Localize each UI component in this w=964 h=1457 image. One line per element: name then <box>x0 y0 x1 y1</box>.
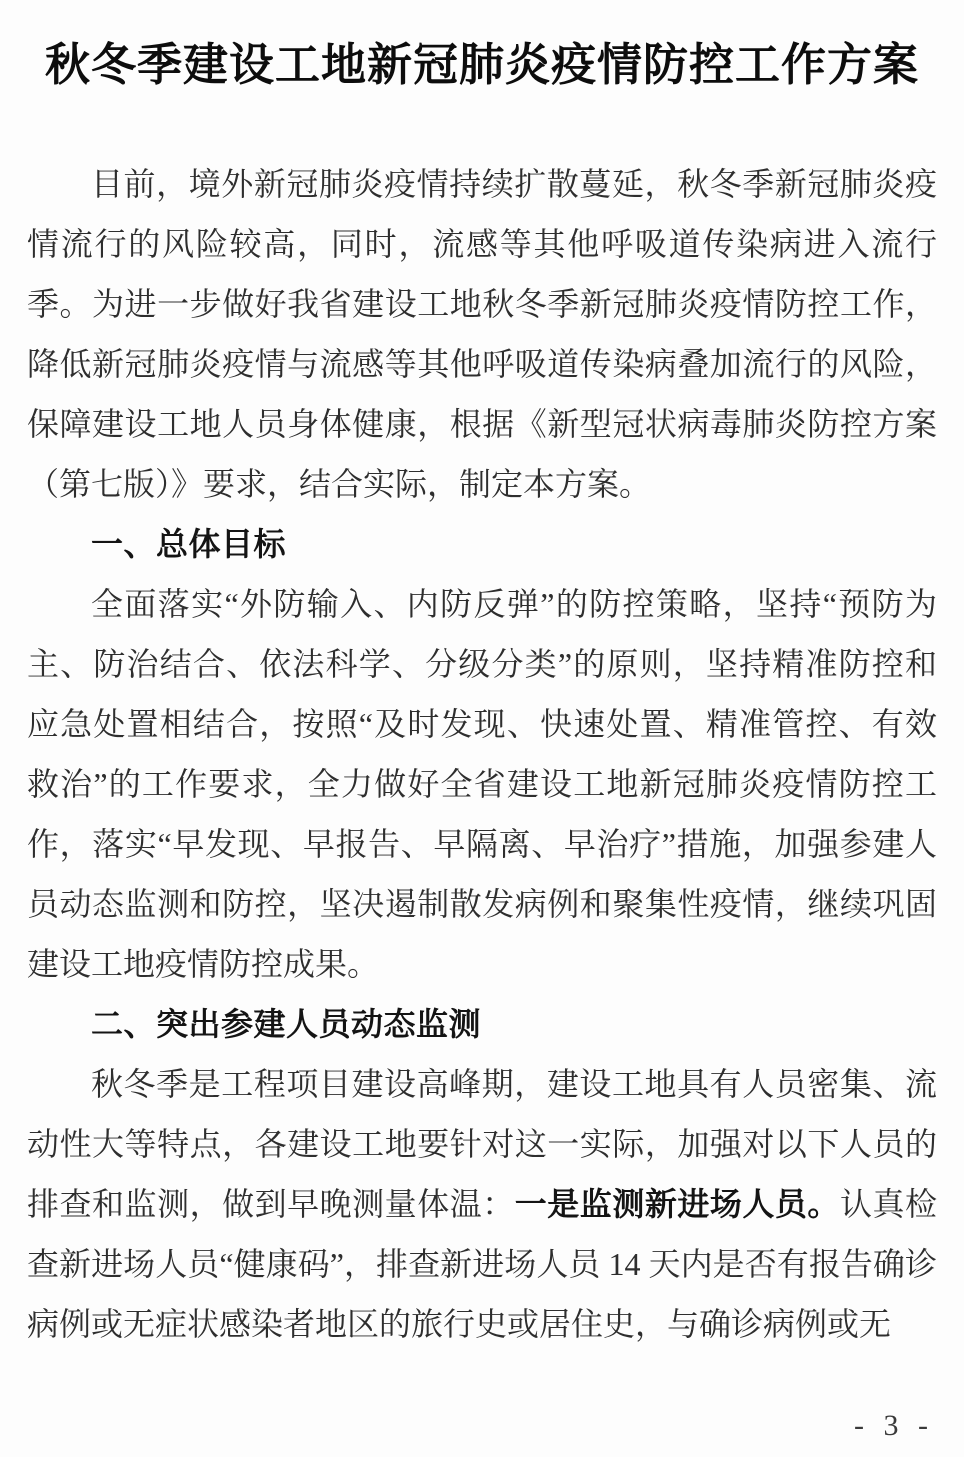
paragraph <box>27 574 937 994</box>
paragraph <box>27 154 937 514</box>
emphasis-text: 一是监测新进场人员。 <box>514 1186 840 1222</box>
section-heading: 二、突出参建人员动态监测 <box>91 1006 482 1042</box>
document-body <box>27 154 937 1354</box>
body-text: 目前，境外新冠肺炎疫情持续扩散蔓延，秋冬季新冠肺炎疫情流行的风险较高，同时，流感等其他呼吸道传染病进入流行季。为进一步做好我省建设工地秋冬季新冠肺炎疫情防控工作，降低新冠肺炎疫情与流感等其他呼吸道传染病叠加流行的风险，保障建设工地人员身体健康，根据《新型冠状病毒肺炎防控方案（第七版）》要求，结合实际，制定本方案。 <box>27 166 937 502</box>
document-page <box>0 34 964 1457</box>
body-text: 全面落实“外防输入、内防反弹”的防控策略，坚持“预防为主、防治结合、依法科学、分级分类”的原则，坚持精准防控和应急处置相结合，按照“及时发现、快速处置、精准管控、有效救治”的工作要求，全力做好全省建设工地新冠肺炎疫情防控工作，落实“早发现、早报告、早隔离、早治疗”措施，加强参建人员动态监测和防控，坚决遏制散发病例和聚集性疫情，继续巩固建设工地疫情防控成果。 <box>27 586 937 982</box>
paragraph <box>27 1054 937 1354</box>
section-heading: 一、总体目标 <box>91 526 287 562</box>
body-text: 秋冬季是工程项目建设高峰期，建设工地具有人员密集、流动性大等特点，各建设工地要针对这一实际，加强对以下人员的排查和监测，做到早晚测量体温： <box>27 1066 937 1222</box>
page-number: - 3 - <box>854 1409 934 1442</box>
body-text: 认真检查新进场人员“健康码”，排查新进场人员 14 天内是否有报告确诊病例或无症状感染者地区的旅行史或居住史，与确诊病例或无 <box>27 1186 937 1342</box>
document-title: 秋冬季建设工地新冠肺炎疫情防控工作方案 <box>44 40 919 90</box>
